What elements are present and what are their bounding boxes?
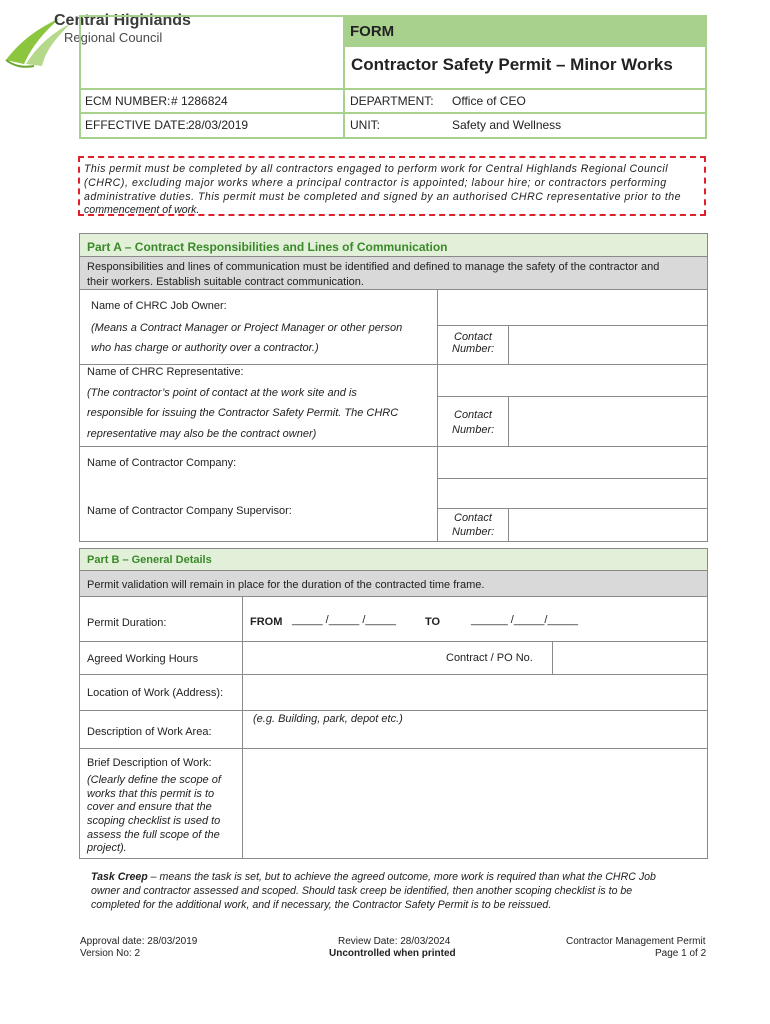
job-owner-note-1: (Means a Contract Manager or Project Manager or other person <box>91 322 403 334</box>
location-field[interactable] <box>243 675 707 709</box>
task-creep-term: Task Creep <box>91 871 148 883</box>
intro-line-4: commencement of work. <box>84 204 200 216</box>
contact-label-3: Contact <box>454 512 492 524</box>
representative-note-2: responsible for issuing the Contractor Safety Permit. The CHRC <box>87 407 399 419</box>
form-title: Contractor Safety Permit – Minor Works <box>351 55 673 74</box>
job-owner-note-2: who has charge or authority over a contractor.) <box>91 342 319 354</box>
job-owner-name-field[interactable] <box>438 291 707 324</box>
working-hours-label: Agreed Working Hours <box>87 653 199 665</box>
review-date: Review Date: 28/03/2024 <box>338 936 451 947</box>
brief-note-line: project). <box>87 842 127 854</box>
contractor-company-label: Name of Contractor Company: <box>87 457 237 469</box>
from-label: FROM <box>250 616 283 628</box>
unit-value: Safety and Wellness <box>452 118 562 132</box>
work-area-field[interactable] <box>243 711 707 747</box>
permit-duration-label: Permit Duration: <box>87 617 167 629</box>
department-value: Office of CEO <box>452 94 526 108</box>
representative-contact-field[interactable] <box>509 397 707 445</box>
version-number: Version No: 2 <box>80 948 141 959</box>
location-label: Location of Work (Address): <box>87 687 224 699</box>
intro-line-1: This permit must be completed by all contractors engaged to perform work for Central Highlands Regional Council <box>84 163 669 175</box>
job-owner-label: Name of CHRC Job Owner: <box>91 300 227 312</box>
part-b-title: Part B – General Details <box>87 554 212 566</box>
approval-date: Approval date: 28/03/2019 <box>80 936 198 947</box>
part-a-title: Part A – Contract Responsibilities and Lines of Communication <box>87 240 448 254</box>
form-label-band <box>343 15 707 47</box>
contact-label-1: Contact <box>454 331 492 343</box>
intro-line-2: (CHRC), excluding major works where a principal contractor is appointed; labour hire; or contractors performing <box>84 177 667 189</box>
part-a-desc-1: Responsibilities and lines of communication must be identified and defined to manage the safety of the contractor and <box>87 261 660 273</box>
ecm-value: # 1286824 <box>171 94 228 108</box>
brief-note-line: assess the full scope of the <box>87 829 220 841</box>
representative-label: Name of CHRC Representative: <box>87 366 244 378</box>
task-creep-line-3: completed for the additional work, and if necessary, the Contractor Safety Permit is to be reissued. <box>91 899 552 911</box>
work-area-hint: (e.g. Building, park, depot etc.) <box>253 713 403 725</box>
contractor-supervisor-label: Name of Contractor Company Supervisor: <box>87 505 292 517</box>
from-date-field[interactable]: _____ /_____ /_____ <box>292 614 396 626</box>
title-box <box>343 45 707 90</box>
brief-note-line: works that this permit is to <box>87 788 215 800</box>
supervisor-contact-field[interactable] <box>509 509 707 541</box>
brief-note-line: cover and ensure that the <box>87 801 212 813</box>
part-b-desc: Permit validation will remain in place for the duration of the contracted time frame. <box>87 579 485 591</box>
working-hours-field[interactable] <box>243 642 438 673</box>
brief-note-line: scoping checklist is used to <box>87 815 221 827</box>
number-label-1: Number: <box>452 343 495 355</box>
brief-note-line: (Clearly define the scope of <box>87 774 221 786</box>
task-creep-def-1: – means the task is set, but to achieve the agreed outcome, more work is required than what the CHRC Job <box>147 871 656 883</box>
task-creep-line-2: owner and contractor assessed and scoped. Should task creep be identified, then another scoping checklist is to be <box>91 885 633 897</box>
number-label-3: Number: <box>452 526 495 538</box>
contractor-company-field[interactable] <box>438 447 707 477</box>
task-creep-line-1 <box>91 871 656 883</box>
representative-name-field[interactable] <box>438 365 707 395</box>
department-label: DEPARTMENT: <box>350 94 434 108</box>
number-label-2: Number: <box>452 424 495 436</box>
work-area-label: Description of Work Area: <box>87 726 212 738</box>
job-owner-contact-field[interactable] <box>509 326 707 363</box>
ecm-label: ECM NUMBER: <box>85 94 171 108</box>
contract-po-label: Contract / PO No. <box>446 652 533 664</box>
brief-description-field[interactable] <box>243 749 707 858</box>
contract-po-field[interactable] <box>553 642 707 673</box>
permit-name: Contractor Management Permit <box>566 936 706 947</box>
intro-line-3: administrative duties. This permit must be completed and signed by an authorised CHRC representative prior to the <box>84 191 682 203</box>
brief-description-label: Brief Description of Work: <box>87 757 212 769</box>
unit-label: UNIT: <box>350 118 380 132</box>
org-name-line2: Regional Council <box>64 30 163 45</box>
part-a-desc-2: their workers. Establish suitable contract communication. <box>87 276 364 288</box>
page-number: Page 1 of 2 <box>655 948 707 959</box>
header-divider <box>343 88 345 139</box>
to-label: TO <box>425 616 441 628</box>
to-date-field[interactable]: ______ /_____/_____ <box>471 614 579 626</box>
uncontrolled-notice: Uncontrolled when printed <box>329 948 456 959</box>
contact-label-2: Contact <box>454 409 492 421</box>
logo-box <box>79 15 345 90</box>
effective-value: 28/03/2019 <box>188 118 249 132</box>
effective-label: EFFECTIVE DATE: <box>85 118 189 132</box>
form-label: FORM <box>350 23 395 40</box>
representative-note-1: (The contractor’s point of contact at the work site and is <box>87 387 357 399</box>
representative-note-3: representative may also be the contract owner) <box>87 428 317 440</box>
org-name-line1: Central Highlands <box>54 12 191 29</box>
supervisor-name-field[interactable] <box>438 479 707 507</box>
